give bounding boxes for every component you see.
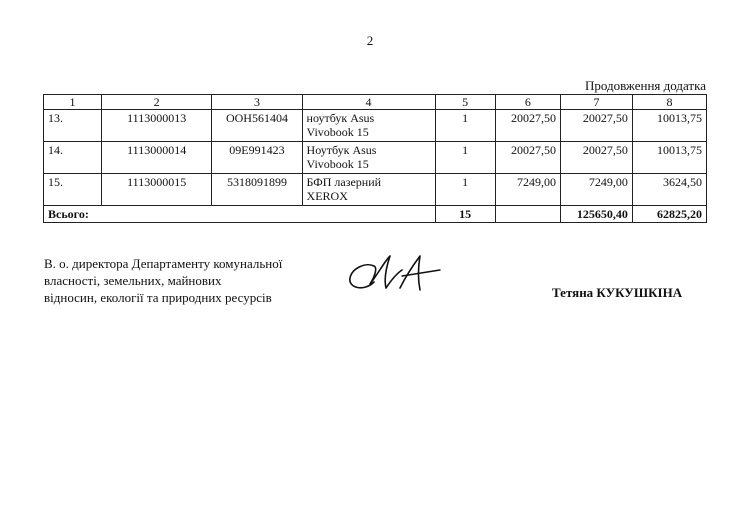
value-col8: 10013,75 <box>632 110 706 142</box>
item-name <box>302 142 435 174</box>
quantity: 1 <box>435 142 495 174</box>
quantity: 1 <box>435 174 495 206</box>
column-number: 5 <box>435 95 495 110</box>
serial-number: 5318091899 <box>212 174 302 206</box>
total-col7: 125650,40 <box>561 206 633 223</box>
value-col8: 10013,75 <box>632 142 706 174</box>
serial-number: 09E991423 <box>212 142 302 174</box>
row-number: 15. <box>44 174 102 206</box>
item-name-line: ноутбук Asus <box>306 111 375 125</box>
item-name <box>302 174 435 206</box>
total-quantity: 15 <box>435 206 495 223</box>
row-number: 13. <box>44 110 102 142</box>
column-number: 4 <box>302 95 435 110</box>
signatory-title-line: відносин, екології та природних ресурсів <box>44 290 272 305</box>
value-col6: 20027,50 <box>495 142 560 174</box>
column-number: 8 <box>632 95 706 110</box>
row-number: 14. <box>44 142 102 174</box>
total-col6-empty <box>495 206 560 223</box>
table-row <box>44 110 707 142</box>
total-label: Всього: <box>44 206 436 223</box>
value-col6: 20027,50 <box>495 110 560 142</box>
signer-name: Тетяна КУКУШКІНА <box>552 285 683 300</box>
handwritten-signature <box>344 252 444 298</box>
signatory-title-line: В. о. директора Департаменту комунальної <box>44 256 283 271</box>
value-col7: 20027,50 <box>561 110 633 142</box>
item-name-line: Ноутбук Asus <box>306 143 377 157</box>
item-name <box>302 110 435 142</box>
quantity: 1 <box>435 110 495 142</box>
value-col6: 7249,00 <box>495 174 560 206</box>
column-number: 3 <box>212 95 302 110</box>
total-row <box>44 206 707 223</box>
item-name-line: XEROX <box>306 189 348 203</box>
value-col7: 20027,50 <box>561 142 633 174</box>
column-number-row <box>44 95 707 110</box>
item-name-line: Vivobook 15 <box>306 157 369 171</box>
signatory-title <box>44 255 282 306</box>
inventory-number: 1113000013 <box>101 110 212 142</box>
item-name-line: Vivobook 15 <box>306 125 369 139</box>
table-row <box>44 142 707 174</box>
column-number: 1 <box>44 95 102 110</box>
signatory-title-line: власності, земельних, майнових <box>44 273 222 288</box>
inventory-number: 1113000015 <box>101 174 212 206</box>
inventory-number: 1113000014 <box>101 142 212 174</box>
table-row <box>44 174 707 206</box>
column-number: 7 <box>561 95 633 110</box>
continuation-label: Продовження додатка <box>585 78 706 93</box>
value-col8: 3624,50 <box>632 174 706 206</box>
total-col8: 62825,20 <box>632 206 706 223</box>
column-number: 6 <box>495 95 560 110</box>
column-number: 2 <box>101 95 212 110</box>
value-col7: 7249,00 <box>561 174 633 206</box>
item-name-line: БФП лазерний <box>306 175 382 189</box>
serial-number: OOH561404 <box>212 110 302 142</box>
page-number: 2 <box>366 33 374 48</box>
appendix-table <box>43 94 707 223</box>
